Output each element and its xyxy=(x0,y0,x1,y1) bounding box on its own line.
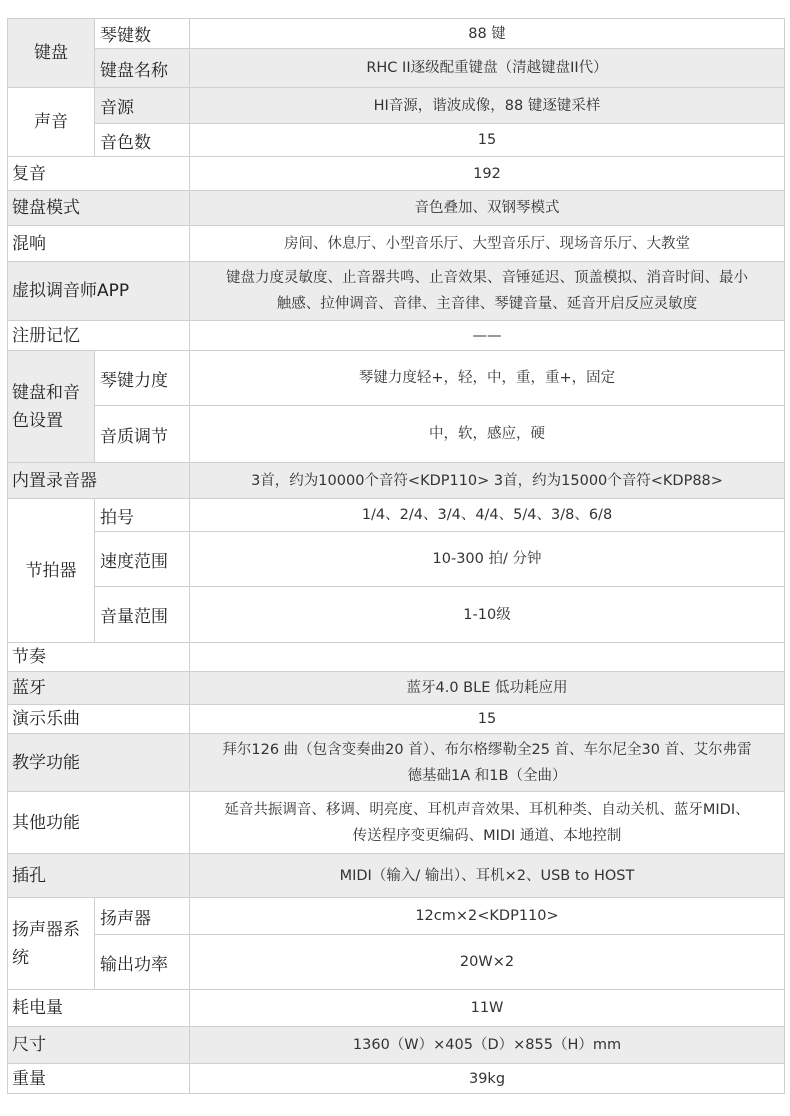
table-row xyxy=(8,19,785,49)
table-row xyxy=(8,262,785,321)
lesson-value-line-1: 拜尔126 曲（包含变奏曲20 首）、布尔格缪勒全25 首、车尔尼全30 首、艾尔弗雷 xyxy=(222,741,752,758)
metronome-category: 节拍器 xyxy=(8,499,95,643)
quality-value: 中，软，感应，硬 xyxy=(190,406,785,463)
touch-tone-category-line-2: 色设置 xyxy=(12,410,63,431)
table-row xyxy=(8,406,785,463)
keyboard-mode-label: 键盘模式 xyxy=(8,191,190,226)
volume-range-label: 音量范围 xyxy=(95,587,190,643)
dimensions-value: 1360（W）×405（D）×855（H）mm xyxy=(190,1027,785,1064)
keyboard-name-value: RHC II逐级配重键盘（清越键盘II代） xyxy=(190,49,785,88)
table-row xyxy=(8,643,785,672)
bluetooth-value: 蓝牙4.0 BLE 低功耗应用 xyxy=(190,672,785,705)
recorder-label: 内置录音器 xyxy=(8,463,190,499)
speakers-category-line-1: 扬声器系 xyxy=(12,919,80,940)
jacks-value: MIDI（输入/ 输出）、耳机×2、USB to HOST xyxy=(190,854,785,898)
weight-value: 39kg xyxy=(190,1064,785,1094)
tempo-value: 10-300 拍/ 分钟 xyxy=(190,532,785,587)
table-row xyxy=(8,226,785,262)
speakers-category-line-2: 统 xyxy=(12,947,29,968)
app-label: 虚拟调音师APP xyxy=(8,262,190,321)
touch-label: 琴键力度 xyxy=(95,351,190,406)
sound-source-value: HI音源，谐波成像，88 键逐键采样 xyxy=(190,88,785,124)
table-row xyxy=(8,532,785,587)
demo-value: 15 xyxy=(190,705,785,734)
sound-category: 声音 xyxy=(8,88,95,157)
table-row xyxy=(8,935,785,990)
table-row xyxy=(8,792,785,854)
other-label: 其他功能 xyxy=(8,792,190,854)
tempo-label: 速度范围 xyxy=(95,532,190,587)
dimensions-label: 尺寸 xyxy=(8,1027,190,1064)
lesson-value xyxy=(190,734,785,792)
table-row xyxy=(8,49,785,88)
recorder-value: 3首，约为10000个音符<KDP110> 3首，约为15000个音符<KDP88> xyxy=(190,463,785,499)
weight-label: 重量 xyxy=(8,1064,190,1094)
table-row xyxy=(8,157,785,191)
registration-value: —— xyxy=(190,321,785,351)
polyphony-label: 复音 xyxy=(8,157,190,191)
table-row xyxy=(8,88,785,124)
table-row xyxy=(8,898,785,935)
sound-source-label: 音源 xyxy=(95,88,190,124)
touch-tone-category-line-1: 键盘和音 xyxy=(12,382,80,403)
quality-label: 音质调节 xyxy=(95,406,190,463)
keyboard-mode-value: 音色叠加、双钢琴模式 xyxy=(190,191,785,226)
table-row xyxy=(8,734,785,792)
touch-tone-category xyxy=(8,351,95,463)
table-row xyxy=(8,705,785,734)
app-value xyxy=(190,262,785,321)
table-row xyxy=(8,1064,785,1094)
app-value-line-1: 键盘力度灵敏度、止音器共鸣、止音效果、音锤延迟、顶盖模拟、消音时间、最小 xyxy=(226,270,748,286)
output-power-label: 输出功率 xyxy=(95,935,190,990)
speakers-category xyxy=(8,898,95,990)
beat-value: 1/4、2/4、3/4、4/4、5/4、3/8、6/8 xyxy=(190,499,785,532)
table-row xyxy=(8,854,785,898)
table-row xyxy=(8,124,785,157)
demo-label: 演示乐曲 xyxy=(8,705,190,734)
other-value-line-1: 延音共振调音、移调、明亮度、耳机声音效果、耳机种类、自动关机、蓝牙MIDI、 xyxy=(224,801,750,818)
keyboard-name-label: 键盘名称 xyxy=(95,49,190,88)
table-row xyxy=(8,587,785,643)
lesson-label: 教学功能 xyxy=(8,734,190,792)
touch-value: 琴键力度轻+，轻，中，重，重+，固定 xyxy=(190,351,785,406)
jacks-label: 插孔 xyxy=(8,854,190,898)
volume-range-value: 1-10级 xyxy=(190,587,785,643)
bluetooth-label: 蓝牙 xyxy=(8,672,190,705)
table-row xyxy=(8,463,785,499)
table-row xyxy=(8,672,785,705)
reverb-value: 房间、休息厅、小型音乐厅、大型音乐厅、现场音乐厅、大教堂 xyxy=(190,226,785,262)
beat-label: 拍号 xyxy=(95,499,190,532)
table-row xyxy=(8,191,785,226)
spec-table xyxy=(7,18,785,1094)
rhythm-value xyxy=(190,643,785,672)
registration-label: 注册记忆 xyxy=(8,321,190,351)
tones-label: 音色数 xyxy=(95,124,190,157)
consumption-value: 11W xyxy=(190,990,785,1027)
consumption-label: 耗电量 xyxy=(8,990,190,1027)
key-count-value: 88 键 xyxy=(190,19,785,49)
app-value-line-2: 触感、拉伸调音、音律、主音律、琴键音量、延音开启反应灵敏度 xyxy=(276,296,698,312)
table-row xyxy=(8,1027,785,1064)
tones-value: 15 xyxy=(190,124,785,157)
key-count-label: 琴键数 xyxy=(95,19,190,49)
reverb-label: 混响 xyxy=(8,226,190,262)
table-row xyxy=(8,321,785,351)
speaker-value: 12cm×2<KDP110> xyxy=(190,898,785,935)
other-value xyxy=(190,792,785,854)
table-row xyxy=(8,990,785,1027)
speaker-label: 扬声器 xyxy=(95,898,190,935)
polyphony-value: 192 xyxy=(190,157,785,191)
rhythm-label: 节奏 xyxy=(8,643,190,672)
table-row xyxy=(8,499,785,532)
keyboard-category: 键盘 xyxy=(8,19,95,88)
table-row xyxy=(8,351,785,406)
other-value-line-2: 传送程序变更编码、MIDI 通道、本地控制 xyxy=(352,827,622,844)
output-power-value: 20W×2 xyxy=(190,935,785,990)
lesson-value-line-2: 德基础1A 和1B（全曲） xyxy=(407,767,567,784)
